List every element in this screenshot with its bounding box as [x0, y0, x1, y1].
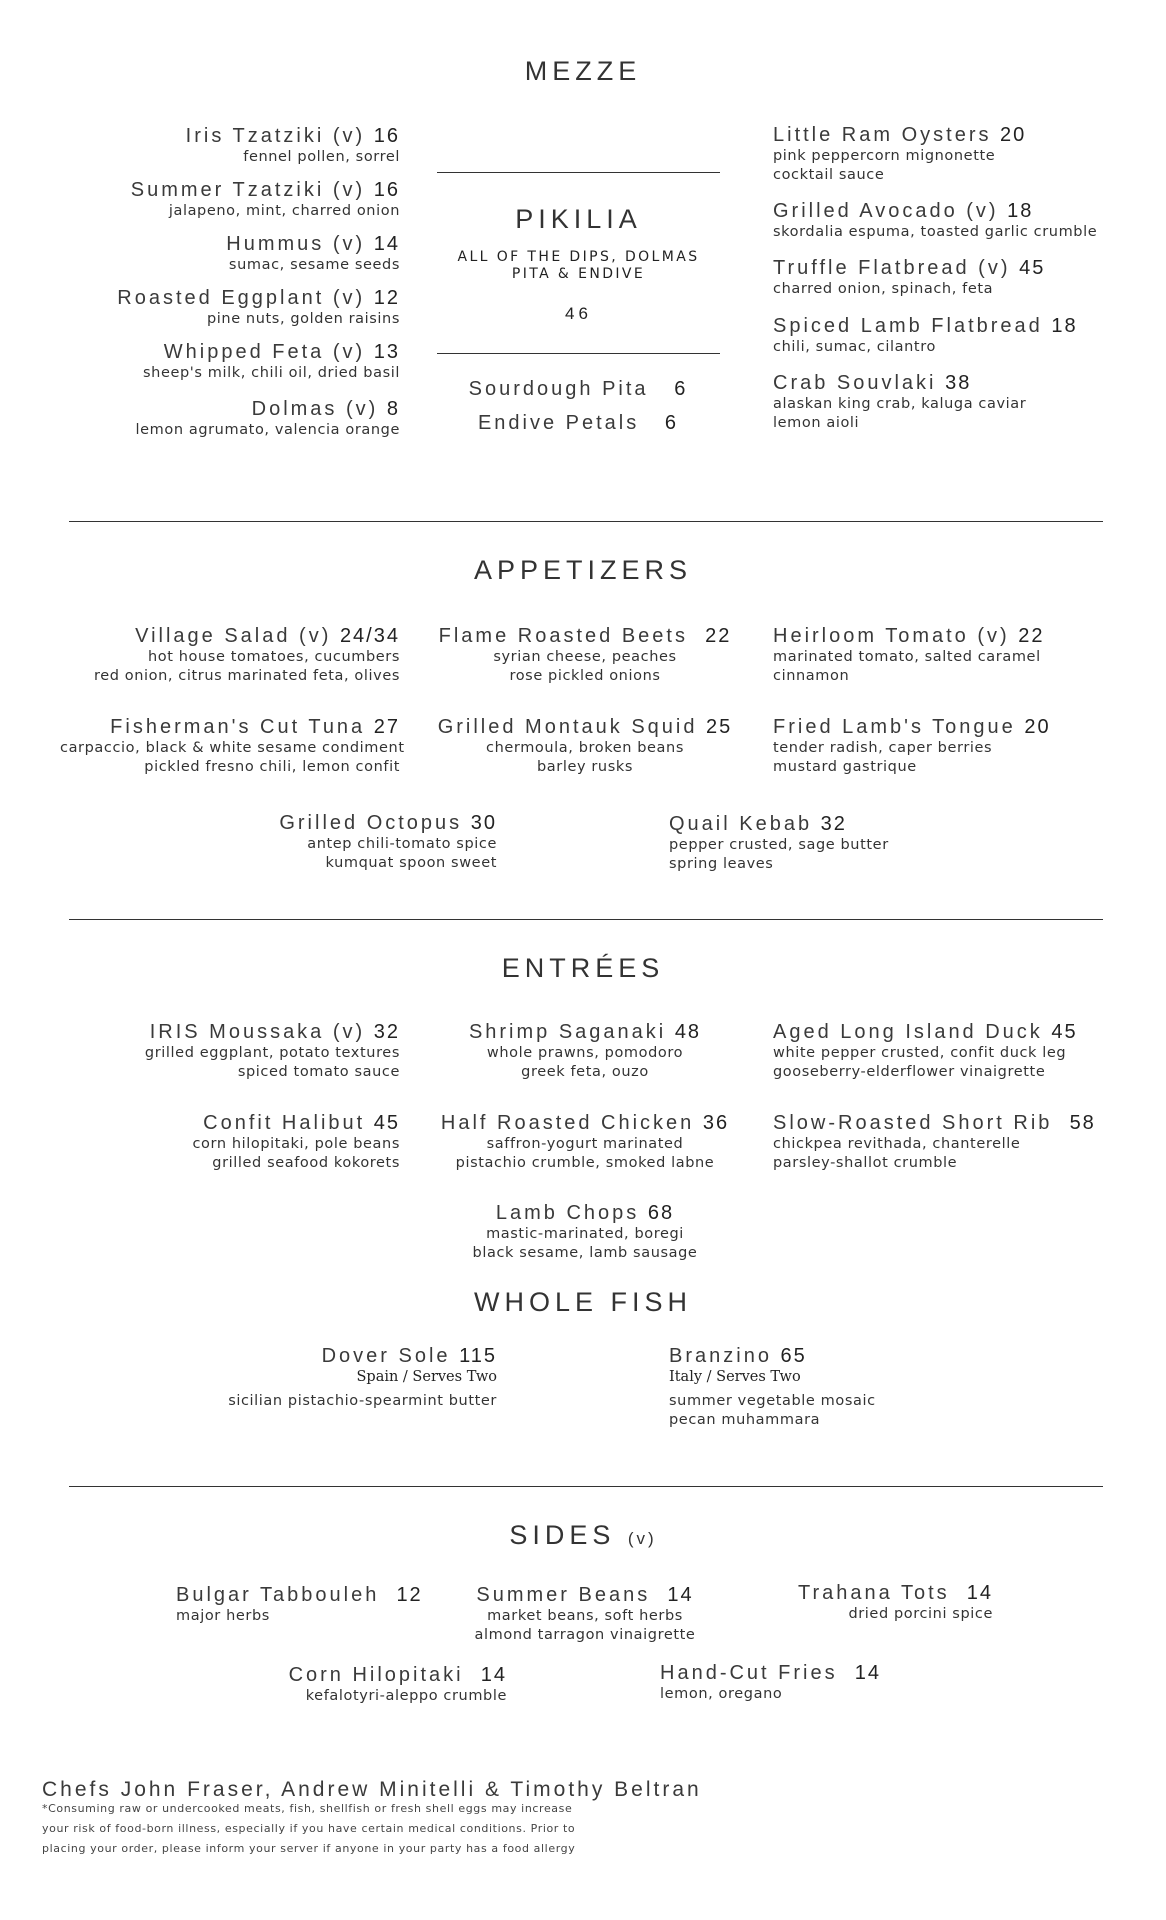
pikilia-price: 46 — [565, 304, 592, 323]
menu-item: Bulgar Tabbouleh 12 major herbs — [176, 1584, 423, 1624]
menu-item: Lamb Chops 68 mastic-marinated, boregi black sesame, lamb sausage — [472, 1202, 698, 1261]
sides-title: SIDES (v) — [509, 1520, 657, 1550]
menu-item: Sourdough Pita 6 — [468, 378, 688, 400]
menu-item: Whipped Feta (v) 13 sheep's milk, chili oil, dried basil — [143, 341, 400, 381]
allergy-note-line: placing your order, please inform your server if anyone in your party has a food allergy — [42, 1842, 576, 1855]
entrees-title: ENTRÉES — [501, 953, 665, 983]
menu-item: Hummus (v) 14 sumac, sesame seeds — [226, 233, 400, 273]
menu-item: Iris Tzatziki (v) 16 fennel pollen, sorrel — [185, 125, 400, 165]
menu-item: Spiced Lamb Flatbread 18 chili, sumac, cilantro — [773, 315, 1078, 355]
menu-item: Truffle Flatbread (v) 45 charred onion, spinach, feta — [773, 257, 1046, 297]
mezze-title: MEZZE — [524, 56, 642, 86]
menu-item: Confit Halibut 45 corn hilopitaki, pole beans grilled seafood kokorets — [192, 1112, 400, 1171]
appetizers-title: APPETIZERS — [473, 555, 693, 585]
menu-item: Aged Long Island Duck 45 white pepper crusted, confit duck leg gooseberry-elderflower vinaigrette — [773, 1021, 1078, 1080]
menu-item: Summer Tzatziki (v) 16 jalapeno, mint, charred onion — [130, 179, 400, 219]
menu-item: Roasted Eggplant (v) 12 pine nuts, golden raisins — [117, 287, 400, 327]
section-divider — [69, 521, 1103, 522]
menu-item: Corn Hilopitaki 14 kefalotyri-aleppo crumble — [288, 1664, 507, 1704]
section-divider — [69, 919, 1103, 920]
menu-item: Grilled Octopus 30 antep chili-tomato spice kumquat spoon sweet — [279, 812, 497, 871]
pikilia-bottom-rule — [437, 353, 720, 354]
menu-item: Summer Beans 14 market beans, soft herbs almond tarragon vinaigrette — [474, 1584, 696, 1643]
menu-item: Shrimp Saganaki 48 whole prawns, pomodoro greek feta, ouzo — [468, 1021, 702, 1080]
menu-item: Heirloom Tomato (v) 22 marinated tomato, salted caramel cinnamon — [773, 625, 1045, 684]
allergy-note-line: your risk of food-born illness, especially if you have certain medical conditions. Prior to — [42, 1822, 576, 1835]
menu-item: Dolmas (v) 8 lemon agrumato, valencia orange — [135, 398, 400, 438]
pikilia-top-rule — [437, 172, 720, 173]
menu-item: Little Ram Oysters 20 pink peppercorn mignonette cocktail sauce — [773, 124, 1027, 183]
chefs-credit: Chefs John Fraser, Andrew Minitelli & Timothy Beltran — [42, 1778, 702, 1801]
allergy-note-line: *Consuming raw or undercooked meats, fish, shellfish or fresh shell eggs may increase — [42, 1802, 573, 1815]
menu-item: Village Salad (v) 24/34 hot house tomatoes, cucumbers red onion, citrus marinated feta, olives — [93, 625, 400, 684]
menu-item: Endive Petals 6 — [477, 412, 679, 434]
menu-item: Crab Souvlaki 38 alaskan king crab, kaluga caviar lemon aioli — [773, 372, 1027, 431]
menu-item: Dover Sole 115 Spain / Serves Two sicilian pistachio-spearmint butter — [228, 1345, 497, 1409]
menu-item: IRIS Moussaka (v) 32 grilled eggplant, potato textures spiced tomato sauce — [144, 1021, 400, 1080]
menu-item: Fisherman's Cut Tuna 27 carpaccio, black & white sesame condiment pickled fresno chili, lemon confit — [60, 716, 405, 775]
menu-item: Grilled Montauk Squid 25 chermoula, broken beans barley rusks — [437, 716, 733, 775]
menu-item: Slow-Roasted Short Rib 58 chickpea revithada, chanterelle parsley-shallot crumble — [773, 1112, 1096, 1171]
menu-item: Fried Lamb's Tongue 20 tender radish, caper berries mustard gastrique — [773, 716, 1051, 775]
pikilia-description: ALL OF THE DIPS, DOLMAS PITA & ENDIVE — [457, 249, 700, 282]
whole-fish-title: WHOLE FISH — [473, 1287, 692, 1317]
pikilia-title: PIKILIA — [515, 204, 642, 234]
section-divider — [69, 1486, 1103, 1487]
menu-item: Grilled Avocado (v) 18 skordalia espuma, toasted garlic crumble — [773, 200, 1098, 240]
menu-item: Hand-Cut Fries 14 lemon, oregano — [660, 1662, 881, 1702]
menu-item: Trahana Tots 14 dried porcini spice — [798, 1582, 993, 1622]
menu-item: Branzino 65 Italy / Serves Two summer vegetable mosaic pecan muhammara — [669, 1345, 876, 1428]
menu-item: Quail Kebab 32 pepper crusted, sage butter spring leaves — [669, 813, 889, 872]
menu-item: Half Roasted Chicken 36 saffron-yogurt marinated pistachio crumble, smoked labne — [440, 1112, 730, 1171]
menu-item: Flame Roasted Beets 22 syrian cheese, peaches rose pickled onions — [438, 625, 732, 684]
